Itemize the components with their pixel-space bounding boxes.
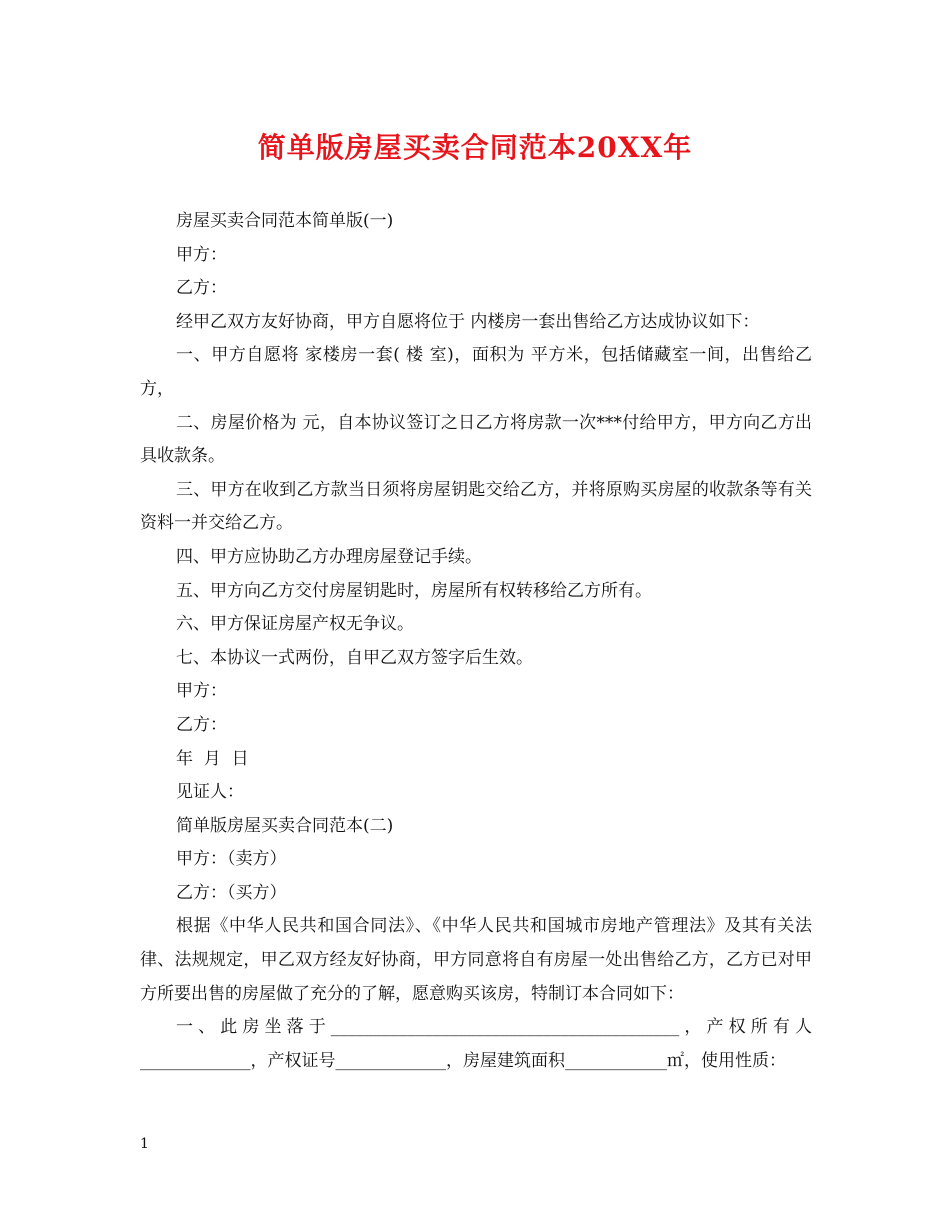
page-number: 1 [140,1136,149,1152]
clause-6: 六、甲方保证房屋产权无争议。 [176,614,414,635]
clause-7: 七、本协议一式两份，自甲乙双方签字后生效。 [176,647,533,668]
clause-2: 二、房屋价格为 元，自本协议签订之日乙方将房款一次***付给甲方，甲方向乙方出具收款条。 [140,412,812,467]
document-title: 简单版房屋买卖合同范本20XX年 [257,131,693,164]
document-body [140,205,812,1078]
agreement-intro: 经甲乙双方友好协商，甲方自愿将位于 内楼房一套出售给乙方达成协议如下： [176,311,760,332]
clause-5: 五、甲方向乙方交付房屋钥匙时，房屋所有权转移给乙方所有。 [176,580,652,601]
signature-date: 年 月 日 [176,748,249,769]
buyer-line: 乙方：（买方） [176,882,287,903]
signature-party-b: 乙方： [176,714,227,735]
clause-1: 一、甲方自愿将 家楼房一套( 楼 室)，面积为 平方米，包括储藏室一间，出售给乙方， [140,345,812,399]
clause-3: 三、甲方在收到乙方款当日须将房屋钥匙交给乙方，并将原购买房屋的收款条等有关资料一并交给乙方。 [140,479,812,534]
party-a-line: 甲方： [176,244,227,265]
witness-line: 见证人： [176,782,244,803]
section-heading-1: 房屋买卖合同范本简单版(一) [176,211,394,231]
signature-party-a: 甲方： [176,681,227,702]
clause-4: 四、甲方应协助乙方办理房屋登记手续。 [176,546,482,567]
legal-basis-paragraph: 根据《中华人民共和国合同法》、《中华人民共和国城市房地产管理法》及其有关法律、法规规定，甲乙双方经友好协商，甲方同意将自有房屋一处出售给乙方，乙方已对甲方所要出售的房屋做了充分的了解，愿意购买该房，特制订本合同如下： [140,916,812,1004]
party-b-line: 乙方： [176,278,227,299]
section-heading-2: 简单版房屋买卖合同范本(二) [176,815,394,836]
seller-line: 甲方：（卖方） [176,849,287,870]
property-location-clause: 一、此房坐落于_________________________________________，产权所有人_____________，产权证号_____________，房屋建筑面积____________㎡，使用性质： [140,1017,812,1071]
